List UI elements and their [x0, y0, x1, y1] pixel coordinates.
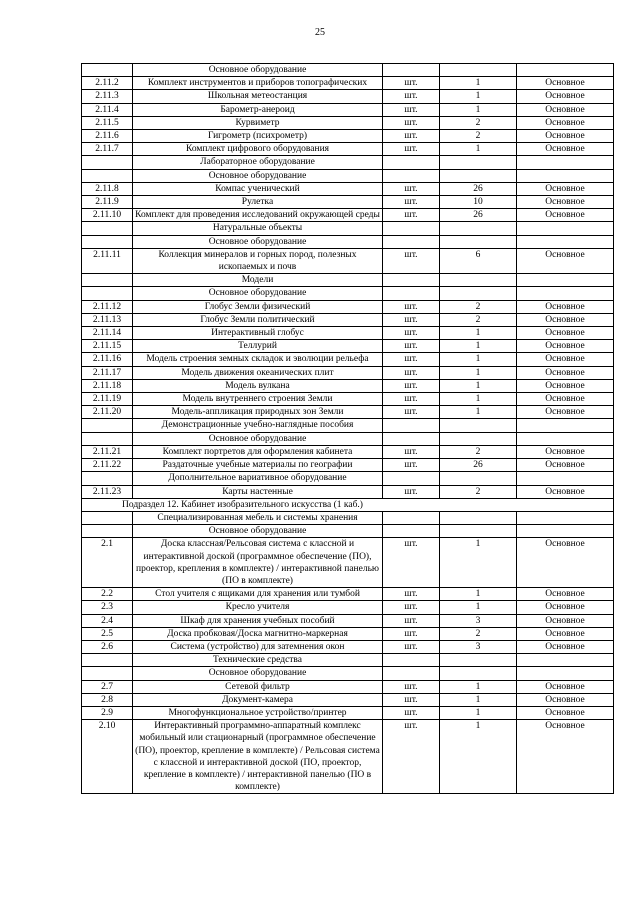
table-row	[82, 693, 614, 706]
table-row	[82, 706, 614, 719]
item-number-cell: 2.1	[82, 538, 133, 588]
item-unit-cell: шт.	[383, 103, 440, 116]
item-unit-cell: шт.	[383, 588, 440, 601]
empty-cell	[383, 419, 440, 432]
item-name-cell: Комплект инструментов и приборов топографических	[133, 77, 383, 90]
item-unit-cell: шт.	[383, 601, 440, 614]
empty-cell	[440, 511, 517, 524]
empty-cell	[82, 64, 133, 77]
item-type-cell: Основное	[517, 640, 614, 653]
item-quantity-cell: 3	[440, 614, 517, 627]
item-unit-cell: шт.	[383, 313, 440, 326]
item-number-cell: 2.11.11	[82, 248, 133, 273]
item-number-cell: 2.11.19	[82, 393, 133, 406]
group-label-cell: Основное оборудование	[133, 235, 383, 248]
item-type-cell: Основное	[517, 459, 614, 472]
item-name-cell: Гигрометр (психрометр)	[133, 130, 383, 143]
empty-cell	[517, 64, 614, 77]
item-quantity-cell: 1	[440, 77, 517, 90]
item-quantity-cell: 2	[440, 485, 517, 498]
empty-cell	[440, 235, 517, 248]
empty-cell	[383, 667, 440, 680]
item-type-cell: Основное	[517, 588, 614, 601]
item-number-cell: 2.11.13	[82, 313, 133, 326]
empty-cell	[82, 169, 133, 182]
empty-cell	[517, 156, 614, 169]
item-name-cell: Барометр-анероид	[133, 103, 383, 116]
item-name-cell: Глобус Земли физический	[133, 300, 383, 313]
empty-cell	[440, 64, 517, 77]
page-number: 25	[315, 27, 325, 38]
group-label-row	[82, 667, 614, 680]
table-row	[82, 627, 614, 640]
item-name-cell: Документ-камера	[133, 693, 383, 706]
group-label-cell: Основное оборудование	[133, 525, 383, 538]
item-unit-cell: шт.	[383, 627, 440, 640]
empty-cell	[440, 169, 517, 182]
group-label-cell: Основное оборудование	[133, 169, 383, 182]
item-type-cell: Основное	[517, 116, 614, 129]
item-name-cell: Доска классная/Рельсовая система с классной и интерактивной доской (программное обеспечение (ПО), проектор, крепления в комплекте) / интерактивной панелью (ПО в комплекте)	[133, 538, 383, 588]
item-type-cell: Основное	[517, 406, 614, 419]
table-row	[82, 353, 614, 366]
empty-cell	[517, 287, 614, 300]
item-quantity-cell: 26	[440, 459, 517, 472]
item-number-cell: 2.11.14	[82, 327, 133, 340]
empty-cell	[440, 156, 517, 169]
item-quantity-cell: 1	[440, 90, 517, 103]
item-type-cell: Основное	[517, 77, 614, 90]
item-number-cell: 2.11.18	[82, 379, 133, 392]
table-row	[82, 601, 614, 614]
equipment-table	[81, 63, 614, 794]
item-type-cell: Основное	[517, 366, 614, 379]
empty-cell	[82, 472, 133, 485]
item-quantity-cell: 1	[440, 588, 517, 601]
table-row	[82, 327, 614, 340]
item-number-cell: 2.11.7	[82, 143, 133, 156]
item-number-cell: 2.11.2	[82, 77, 133, 90]
item-type-cell: Основное	[517, 601, 614, 614]
item-number-cell: 2.11.20	[82, 406, 133, 419]
item-quantity-cell: 1	[440, 103, 517, 116]
table-row	[82, 588, 614, 601]
table-row	[82, 130, 614, 143]
item-unit-cell: шт.	[383, 143, 440, 156]
item-type-cell: Основное	[517, 706, 614, 719]
empty-cell	[82, 432, 133, 445]
item-number-cell: 2.10	[82, 720, 133, 794]
item-name-cell: Комплект для проведения исследований окружающей среды	[133, 209, 383, 222]
empty-cell	[82, 654, 133, 667]
item-quantity-cell: 1	[440, 601, 517, 614]
item-quantity-cell: 1	[440, 393, 517, 406]
table-row	[82, 209, 614, 222]
item-quantity-cell: 26	[440, 182, 517, 195]
item-unit-cell: шт.	[383, 406, 440, 419]
item-number-cell: 2.4	[82, 614, 133, 627]
item-name-cell: Модель внутреннего строения Земли	[133, 393, 383, 406]
table-row	[82, 640, 614, 653]
table-row	[82, 406, 614, 419]
item-type-cell: Основное	[517, 182, 614, 195]
table-row	[82, 445, 614, 458]
item-quantity-cell: 1	[440, 720, 517, 794]
empty-cell	[517, 654, 614, 667]
item-type-cell: Основное	[517, 693, 614, 706]
empty-cell	[383, 525, 440, 538]
section-heading-cell: Подраздел 12. Кабинет изобразительного искусства (1 каб.)	[82, 498, 614, 511]
item-type-cell: Основное	[517, 627, 614, 640]
empty-cell	[82, 156, 133, 169]
item-type-cell: Основное	[517, 196, 614, 209]
item-name-cell: Многофункциональное устройство/принтер	[133, 706, 383, 719]
group-label-row	[82, 156, 614, 169]
empty-cell	[440, 432, 517, 445]
group-label-cell: Дополнительное вариативное оборудование	[133, 472, 383, 485]
item-name-cell: Карты настенные	[133, 485, 383, 498]
item-number-cell: 2.11.16	[82, 353, 133, 366]
group-label-cell: Модели	[133, 274, 383, 287]
item-type-cell: Основное	[517, 313, 614, 326]
item-type-cell: Основное	[517, 538, 614, 588]
item-type-cell: Основное	[517, 720, 614, 794]
item-unit-cell: шт.	[383, 379, 440, 392]
empty-cell	[440, 287, 517, 300]
item-unit-cell: шт.	[383, 90, 440, 103]
item-number-cell: 2.7	[82, 680, 133, 693]
item-type-cell: Основное	[517, 103, 614, 116]
group-label-cell: Специализированная мебель и системы хранения	[133, 511, 383, 524]
item-name-cell: Доска пробковая/Доска магнитно-маркерная	[133, 627, 383, 640]
item-type-cell: Основное	[517, 353, 614, 366]
item-number-cell: 2.11.4	[82, 103, 133, 116]
item-quantity-cell: 1	[440, 680, 517, 693]
group-label-cell: Основное оборудование	[133, 64, 383, 77]
empty-cell	[517, 432, 614, 445]
group-label-cell: Технические средства	[133, 654, 383, 667]
item-name-cell: Коллекция минералов и горных пород, полезных ископаемых и почв	[133, 248, 383, 273]
group-label-cell: Основное оборудование	[133, 287, 383, 300]
empty-cell	[440, 667, 517, 680]
table-row	[82, 116, 614, 129]
item-quantity-cell: 2	[440, 313, 517, 326]
empty-cell	[517, 235, 614, 248]
empty-cell	[517, 525, 614, 538]
empty-cell	[517, 667, 614, 680]
empty-cell	[383, 274, 440, 287]
empty-cell	[383, 169, 440, 182]
empty-cell	[383, 432, 440, 445]
item-type-cell: Основное	[517, 379, 614, 392]
item-name-cell: Модель-аппликация природных зон Земли	[133, 406, 383, 419]
item-unit-cell: шт.	[383, 485, 440, 498]
empty-cell	[82, 511, 133, 524]
table-row	[82, 300, 614, 313]
item-unit-cell: шт.	[383, 327, 440, 340]
item-name-cell: Теллурий	[133, 340, 383, 353]
empty-cell	[82, 419, 133, 432]
empty-cell	[82, 287, 133, 300]
item-name-cell: Модель строения земных складок и эволюции рельефа	[133, 353, 383, 366]
item-number-cell: 2.11.8	[82, 182, 133, 195]
item-unit-cell: шт.	[383, 614, 440, 627]
item-quantity-cell: 1	[440, 379, 517, 392]
item-type-cell: Основное	[517, 143, 614, 156]
item-unit-cell: шт.	[383, 393, 440, 406]
item-unit-cell: шт.	[383, 538, 440, 588]
item-number-cell: 2.5	[82, 627, 133, 640]
item-quantity-cell: 2	[440, 130, 517, 143]
table-row	[82, 90, 614, 103]
group-label-row	[82, 64, 614, 77]
item-quantity-cell: 3	[440, 640, 517, 653]
table-row	[82, 77, 614, 90]
table-row	[82, 720, 614, 794]
item-unit-cell: шт.	[383, 680, 440, 693]
empty-cell	[517, 419, 614, 432]
empty-cell	[383, 222, 440, 235]
item-quantity-cell: 2	[440, 116, 517, 129]
group-label-row	[82, 472, 614, 485]
item-name-cell: Система (устройство) для затемнения окон	[133, 640, 383, 653]
item-type-cell: Основное	[517, 300, 614, 313]
empty-cell	[383, 156, 440, 169]
item-quantity-cell: 1	[440, 406, 517, 419]
table-row	[82, 393, 614, 406]
item-number-cell: 2.11.6	[82, 130, 133, 143]
item-unit-cell: шт.	[383, 353, 440, 366]
item-name-cell: Сетевой фильтр	[133, 680, 383, 693]
empty-cell	[383, 654, 440, 667]
item-type-cell: Основное	[517, 445, 614, 458]
item-quantity-cell: 1	[440, 538, 517, 588]
item-name-cell: Интерактивный глобус	[133, 327, 383, 340]
table-row	[82, 196, 614, 209]
item-number-cell: 2.11.23	[82, 485, 133, 498]
item-number-cell: 2.11.17	[82, 366, 133, 379]
table-row	[82, 103, 614, 116]
item-type-cell: Основное	[517, 485, 614, 498]
group-label-row	[82, 235, 614, 248]
item-unit-cell: шт.	[383, 340, 440, 353]
item-name-cell: Рулетка	[133, 196, 383, 209]
empty-cell	[440, 222, 517, 235]
item-type-cell: Основное	[517, 327, 614, 340]
empty-cell	[82, 667, 133, 680]
item-quantity-cell: 1	[440, 366, 517, 379]
item-name-cell: Глобус Земли политический	[133, 313, 383, 326]
group-label-cell: Демонстрационные учебно-наглядные пособия	[133, 419, 383, 432]
item-number-cell: 2.11.12	[82, 300, 133, 313]
item-name-cell: Шкаф для хранения учебных пособий	[133, 614, 383, 627]
item-name-cell: Комплект цифрового оборудования	[133, 143, 383, 156]
item-number-cell: 2.11.22	[82, 459, 133, 472]
table-row	[82, 680, 614, 693]
item-unit-cell: шт.	[383, 130, 440, 143]
item-number-cell: 2.2	[82, 588, 133, 601]
empty-cell	[440, 525, 517, 538]
empty-cell	[82, 274, 133, 287]
table-row	[82, 340, 614, 353]
item-number-cell: 2.11.15	[82, 340, 133, 353]
empty-cell	[383, 287, 440, 300]
group-label-cell: Натуральные объекты	[133, 222, 383, 235]
item-unit-cell: шт.	[383, 77, 440, 90]
item-quantity-cell: 1	[440, 340, 517, 353]
empty-cell	[517, 274, 614, 287]
item-unit-cell: шт.	[383, 182, 440, 195]
group-label-cell: Лабораторное оборудование	[133, 156, 383, 169]
group-label-row	[82, 432, 614, 445]
item-unit-cell: шт.	[383, 116, 440, 129]
item-unit-cell: шт.	[383, 640, 440, 653]
table-row	[82, 379, 614, 392]
item-name-cell: Раздаточные учебные материалы по географии	[133, 459, 383, 472]
group-label-row	[82, 654, 614, 667]
item-name-cell: Комплект портретов для оформления кабинета	[133, 445, 383, 458]
empty-cell	[383, 64, 440, 77]
item-number-cell: 2.11.10	[82, 209, 133, 222]
table-body	[82, 64, 614, 794]
empty-cell	[383, 235, 440, 248]
item-unit-cell: шт.	[383, 693, 440, 706]
table-row	[82, 485, 614, 498]
table-row	[82, 313, 614, 326]
item-number-cell: 2.3	[82, 601, 133, 614]
section-heading-row	[82, 498, 614, 511]
item-name-cell: Стол учителя с ящиками для хранения или тумбой	[133, 588, 383, 601]
item-number-cell: 2.9	[82, 706, 133, 719]
table-row	[82, 248, 614, 273]
item-type-cell: Основное	[517, 209, 614, 222]
item-number-cell: 2.11.5	[82, 116, 133, 129]
empty-cell	[517, 222, 614, 235]
empty-cell	[440, 472, 517, 485]
empty-cell	[517, 169, 614, 182]
table-row	[82, 143, 614, 156]
item-type-cell: Основное	[517, 90, 614, 103]
item-quantity-cell: 2	[440, 445, 517, 458]
empty-cell	[440, 274, 517, 287]
empty-cell	[440, 419, 517, 432]
item-quantity-cell: 2	[440, 627, 517, 640]
item-quantity-cell: 1	[440, 706, 517, 719]
item-unit-cell: шт.	[383, 248, 440, 273]
item-number-cell: 2.11.3	[82, 90, 133, 103]
group-label-cell: Основное оборудование	[133, 432, 383, 445]
table-row	[82, 182, 614, 195]
item-unit-cell: шт.	[383, 720, 440, 794]
item-number-cell: 2.6	[82, 640, 133, 653]
item-name-cell: Компас ученический	[133, 182, 383, 195]
empty-cell	[383, 472, 440, 485]
item-type-cell: Основное	[517, 614, 614, 627]
item-name-cell: Курвиметр	[133, 116, 383, 129]
group-label-row	[82, 274, 614, 287]
item-type-cell: Основное	[517, 130, 614, 143]
item-unit-cell: шт.	[383, 209, 440, 222]
item-quantity-cell: 10	[440, 196, 517, 209]
empty-cell	[82, 525, 133, 538]
item-name-cell: Модель вулкана	[133, 379, 383, 392]
item-quantity-cell: 1	[440, 693, 517, 706]
group-label-row	[82, 419, 614, 432]
item-unit-cell: шт.	[383, 445, 440, 458]
item-type-cell: Основное	[517, 680, 614, 693]
item-name-cell: Школьная метеостанция	[133, 90, 383, 103]
item-quantity-cell: 26	[440, 209, 517, 222]
item-quantity-cell: 6	[440, 248, 517, 273]
item-unit-cell: шт.	[383, 366, 440, 379]
empty-cell	[383, 511, 440, 524]
table-row	[82, 538, 614, 588]
item-number-cell: 2.11.21	[82, 445, 133, 458]
empty-cell	[517, 472, 614, 485]
item-name-cell: Кресло учителя	[133, 601, 383, 614]
table-row	[82, 366, 614, 379]
item-unit-cell: шт.	[383, 196, 440, 209]
group-label-row	[82, 511, 614, 524]
item-quantity-cell: 1	[440, 327, 517, 340]
item-unit-cell: шт.	[383, 459, 440, 472]
empty-cell	[82, 235, 133, 248]
item-name-cell: Интерактивный программно-аппаратный комплекс мобильный или стационарный (программное обеспечение (ПО), проектор, крепление в комплекте) / Рельсовая система с классной и интерактивной доской (ПО, проектор, крепление в комплекте) / интерактивной панелью (ПО в комплекте)	[133, 720, 383, 794]
table-row	[82, 614, 614, 627]
item-number-cell: 2.11.9	[82, 196, 133, 209]
item-quantity-cell: 2	[440, 300, 517, 313]
item-type-cell: Основное	[517, 248, 614, 273]
item-number-cell: 2.8	[82, 693, 133, 706]
item-name-cell: Модель движения океанических плит	[133, 366, 383, 379]
item-quantity-cell: 1	[440, 353, 517, 366]
group-label-row	[82, 525, 614, 538]
table-row	[82, 459, 614, 472]
group-label-row	[82, 287, 614, 300]
item-quantity-cell: 1	[440, 143, 517, 156]
item-type-cell: Основное	[517, 340, 614, 353]
empty-cell	[440, 654, 517, 667]
item-unit-cell: шт.	[383, 300, 440, 313]
group-label-row	[82, 169, 614, 182]
item-unit-cell: шт.	[383, 706, 440, 719]
empty-cell	[82, 222, 133, 235]
empty-cell	[517, 511, 614, 524]
group-label-row	[82, 222, 614, 235]
group-label-cell: Основное оборудование	[133, 667, 383, 680]
item-type-cell: Основное	[517, 393, 614, 406]
